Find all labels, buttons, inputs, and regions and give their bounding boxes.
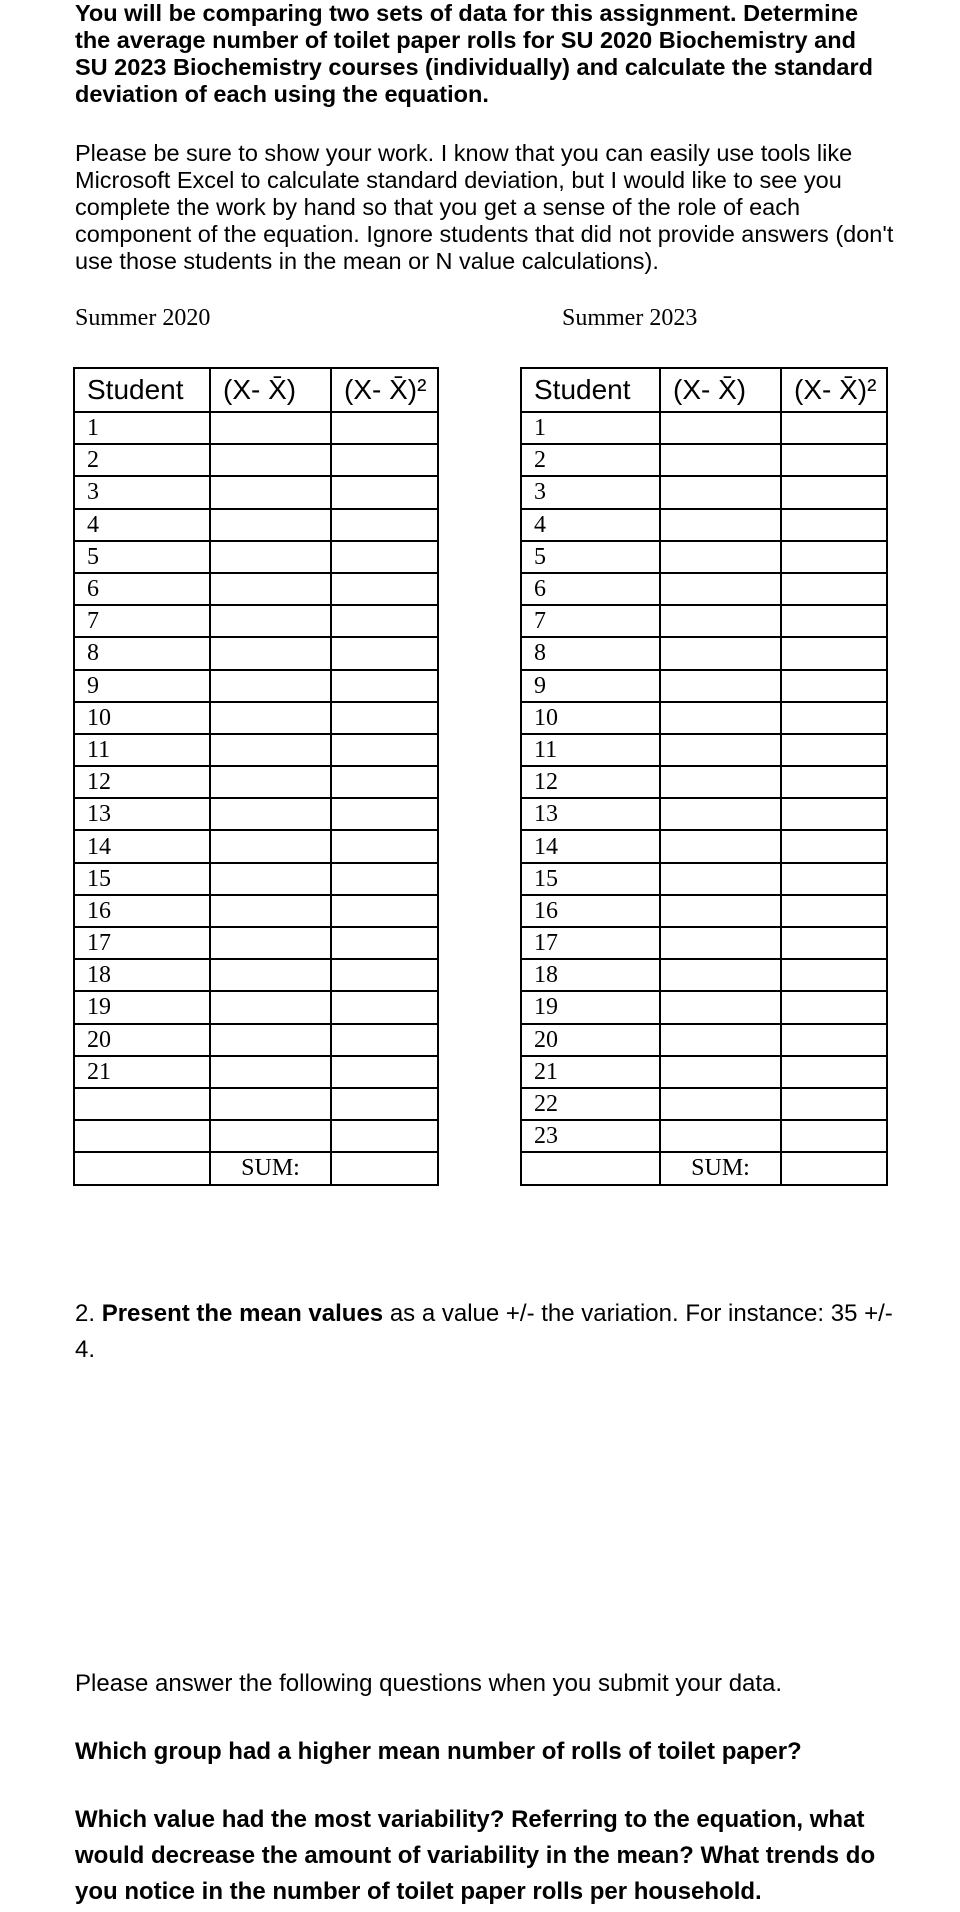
deviation-cell [210,444,331,476]
table-row [74,959,438,991]
summer-2020-table [73,367,439,1186]
student-number-cell: 7 [74,605,210,637]
deviation-cell [210,959,331,991]
deviation-cell [660,637,781,669]
student-number-cell: 11 [74,734,210,766]
squared-deviation-cell [331,412,438,444]
followup-question-mean: Which group had a higher mean number of rolls of toilet paper? [75,1738,802,1765]
assignment-instructions: Please be sure to show your work. I know that you can easily use tools like Microsoft Excel to calculate standard deviation, but I would like to see you complete the work by hand so that you get a sense of the role of each component of the equation. Ignore students that did not provide answers (don't use those students in the mean or N value calculations). [75,140,894,274]
squared-deviation-cell [781,798,887,830]
student-number-cell: 14 [74,830,210,862]
student-number-cell: 3 [74,476,210,508]
squared-deviation-cell [781,895,887,927]
squared-deviation-column-header: (X- X̄)² [331,368,438,412]
table-row [521,1024,887,1056]
sum-row-blank-cell [521,1152,660,1184]
deviation-column-header: (X- X̄) [660,368,781,412]
table-row [74,444,438,476]
squared-deviation-cell [331,830,438,862]
squared-deviation-cell [331,1056,438,1088]
table-row [521,1088,887,1120]
table-row [521,444,887,476]
followup-lead: Please answer the following questions when you submit your data. [75,1670,783,1697]
table-row [74,573,438,605]
deviation-cell [660,476,781,508]
deviation-cell [210,766,331,798]
student-number-cell: 2 [521,444,660,476]
table-row [74,1120,438,1152]
student-number-cell: 15 [74,863,210,895]
student-number-cell: 4 [74,509,210,541]
student-number-cell: 20 [521,1024,660,1056]
deviation-cell [210,412,331,444]
table-row [521,412,887,444]
squared-deviation-cell [781,444,887,476]
table-row [521,895,887,927]
student-number-cell: 13 [74,798,210,830]
squared-deviation-cell [331,670,438,702]
table-row [74,895,438,927]
deviation-cell [210,734,331,766]
squared-deviation-cell [781,541,887,573]
deviation-cell [210,1056,331,1088]
sum-row [521,1152,887,1184]
sum-label: SUM: [660,1152,781,1184]
assignment-intro: You will be comparing two sets of data for this assignment. Determine the average number of toilet paper rolls for SU 2020 Biochemistry and SU 2023 Biochemistry courses (individually) and calculate the standard deviation of each using the equation. [75,0,873,107]
student-number-cell: 1 [521,412,660,444]
student-number-cell: 6 [74,573,210,605]
deviation-cell [660,573,781,605]
table-row [521,509,887,541]
table-row [74,412,438,444]
student-number-cell: 18 [521,959,660,991]
squared-deviation-cell [331,1088,438,1120]
sum-row-blank-cell [74,1152,210,1184]
table-row [521,476,887,508]
deviation-cell [660,1088,781,1120]
student-number-cell: 12 [521,766,660,798]
squared-deviation-cell [331,1024,438,1056]
squared-deviation-cell [781,605,887,637]
squared-deviation-cell [781,1024,887,1056]
squared-deviation-cell [781,766,887,798]
table-row [521,541,887,573]
table-row [74,509,438,541]
squared-deviation-cell [781,573,887,605]
followup-question-variability: Which value had the most variability? Referring to the equation, what would decrease the amount of variability in the mean? What trends do you notice in the number of toilet paper rolls per household. [75,1806,876,1905]
deviation-cell [660,734,781,766]
squared-deviation-cell [781,637,887,669]
squared-deviation-cell [331,541,438,573]
student-number-cell: 3 [521,476,660,508]
student-number-cell: 21 [521,1056,660,1088]
table-row [74,798,438,830]
student-number-cell: 21 [74,1056,210,1088]
deviation-cell [210,637,331,669]
student-number-cell: 16 [74,895,210,927]
deviation-cell [210,1088,331,1120]
deviation-cell [660,1056,781,1088]
student-column-header: Student [521,368,660,412]
deviation-cell [210,670,331,702]
deviation-cell [660,830,781,862]
student-number-cell: 18 [74,959,210,991]
deviation-cell [660,959,781,991]
table-row [74,541,438,573]
table-row [74,476,438,508]
table-row [521,991,887,1023]
student-number-cell: 5 [521,541,660,573]
summer-2023-table [520,367,888,1186]
question-2-bold: Present the mean values [101,1300,384,1327]
deviation-cell [210,830,331,862]
squared-deviation-cell [331,1120,438,1152]
table-row [74,1024,438,1056]
sum-value-cell [781,1152,887,1184]
deviation-cell [660,1120,781,1152]
table-row [521,573,887,605]
table-row [74,734,438,766]
squared-deviation-column-header: (X- X̄)² [781,368,887,412]
squared-deviation-cell [781,1088,887,1120]
student-column-header: Student [74,368,210,412]
table-row [521,798,887,830]
student-number-cell: 2 [74,444,210,476]
squared-deviation-cell [331,573,438,605]
deviation-cell [660,670,781,702]
table-row [521,637,887,669]
squared-deviation-cell [331,927,438,959]
deviation-cell [660,766,781,798]
student-number-cell: 6 [521,573,660,605]
squared-deviation-cell [781,670,887,702]
student-number-cell: 19 [521,991,660,1023]
deviation-cell [660,1024,781,1056]
squared-deviation-cell [331,605,438,637]
summer-2023-label: Summer 2023 [562,305,698,331]
table-row [521,1056,887,1088]
squared-deviation-cell [331,991,438,1023]
squared-deviation-cell [331,766,438,798]
deviation-cell [660,541,781,573]
student-number-cell: 14 [521,830,660,862]
squared-deviation-cell [331,734,438,766]
deviation-cell [210,1024,331,1056]
deviation-cell [660,702,781,734]
squared-deviation-cell [781,509,887,541]
table-row [521,670,887,702]
deviation-cell [210,895,331,927]
table-row [521,702,887,734]
table-row [521,959,887,991]
header-row [74,368,438,412]
deviation-cell [210,605,331,637]
student-number-cell: 8 [74,637,210,669]
deviation-cell [660,509,781,541]
deviation-cell [210,927,331,959]
student-number-cell [74,1120,210,1152]
squared-deviation-cell [781,412,887,444]
student-number-cell: 10 [74,702,210,734]
student-number-cell: 19 [74,991,210,1023]
deviation-cell [660,895,781,927]
student-number-cell: 12 [74,766,210,798]
student-number-cell [74,1088,210,1120]
squared-deviation-cell [331,637,438,669]
squared-deviation-cell [781,1120,887,1152]
deviation-cell [210,702,331,734]
table-row [74,1056,438,1088]
student-number-cell: 17 [74,927,210,959]
table-row [521,863,887,895]
student-number-cell: 9 [521,670,660,702]
table-row [74,1088,438,1120]
table-row [74,830,438,862]
table-row [74,991,438,1023]
squared-deviation-cell [781,991,887,1023]
table-row [521,766,887,798]
question-2-number: 2. [75,1300,102,1327]
student-number-cell: 13 [521,798,660,830]
table-row [74,927,438,959]
table-row [74,863,438,895]
table-row [74,670,438,702]
deviation-cell [210,509,331,541]
table-row [74,605,438,637]
table-row [521,830,887,862]
student-number-cell: 16 [521,895,660,927]
table-row [74,766,438,798]
deviation-cell [660,798,781,830]
deviation-cell [210,476,331,508]
squared-deviation-cell [781,734,887,766]
squared-deviation-cell [781,702,887,734]
summer-2020-label: Summer 2020 [75,305,211,331]
sum-value-cell [331,1152,438,1184]
table-row [521,927,887,959]
table-row [521,1120,887,1152]
deviation-cell [660,927,781,959]
deviation-cell [210,991,331,1023]
student-number-cell: 7 [521,605,660,637]
deviation-cell [210,1120,331,1152]
sum-row [74,1152,438,1184]
squared-deviation-cell [331,444,438,476]
student-number-cell: 5 [74,541,210,573]
squared-deviation-cell [331,798,438,830]
student-number-cell: 17 [521,927,660,959]
deviation-cell [210,573,331,605]
question-2 [75,1296,895,1368]
deviation-cell [660,444,781,476]
deviation-cell [210,541,331,573]
student-number-cell: 8 [521,637,660,669]
table-row [74,702,438,734]
table-row [521,605,887,637]
squared-deviation-cell [781,476,887,508]
squared-deviation-cell [331,895,438,927]
squared-deviation-cell [331,702,438,734]
squared-deviation-cell [781,830,887,862]
deviation-cell [660,991,781,1023]
student-number-cell: 9 [74,670,210,702]
student-number-cell: 4 [521,509,660,541]
student-number-cell: 10 [521,702,660,734]
student-number-cell: 1 [74,412,210,444]
squared-deviation-cell [331,476,438,508]
squared-deviation-cell [781,1056,887,1088]
deviation-cell [210,798,331,830]
deviation-cell [660,605,781,637]
table-row [521,734,887,766]
deviation-column-header: (X- X̄) [210,368,331,412]
question-2-rest: as a value +/- the variation. For instance: 35 +/- 4. [75,1300,893,1363]
student-number-cell: 11 [521,734,660,766]
student-number-cell: 23 [521,1120,660,1152]
squared-deviation-cell [331,509,438,541]
deviation-cell [660,863,781,895]
table-row [74,637,438,669]
deviation-cell [660,412,781,444]
squared-deviation-cell [331,959,438,991]
squared-deviation-cell [781,959,887,991]
header-row [521,368,887,412]
squared-deviation-cell [781,927,887,959]
student-number-cell: 15 [521,863,660,895]
squared-deviation-cell [331,863,438,895]
student-number-cell: 22 [521,1088,660,1120]
student-number-cell: 20 [74,1024,210,1056]
squared-deviation-cell [781,863,887,895]
sum-label: SUM: [210,1152,331,1184]
deviation-cell [210,863,331,895]
